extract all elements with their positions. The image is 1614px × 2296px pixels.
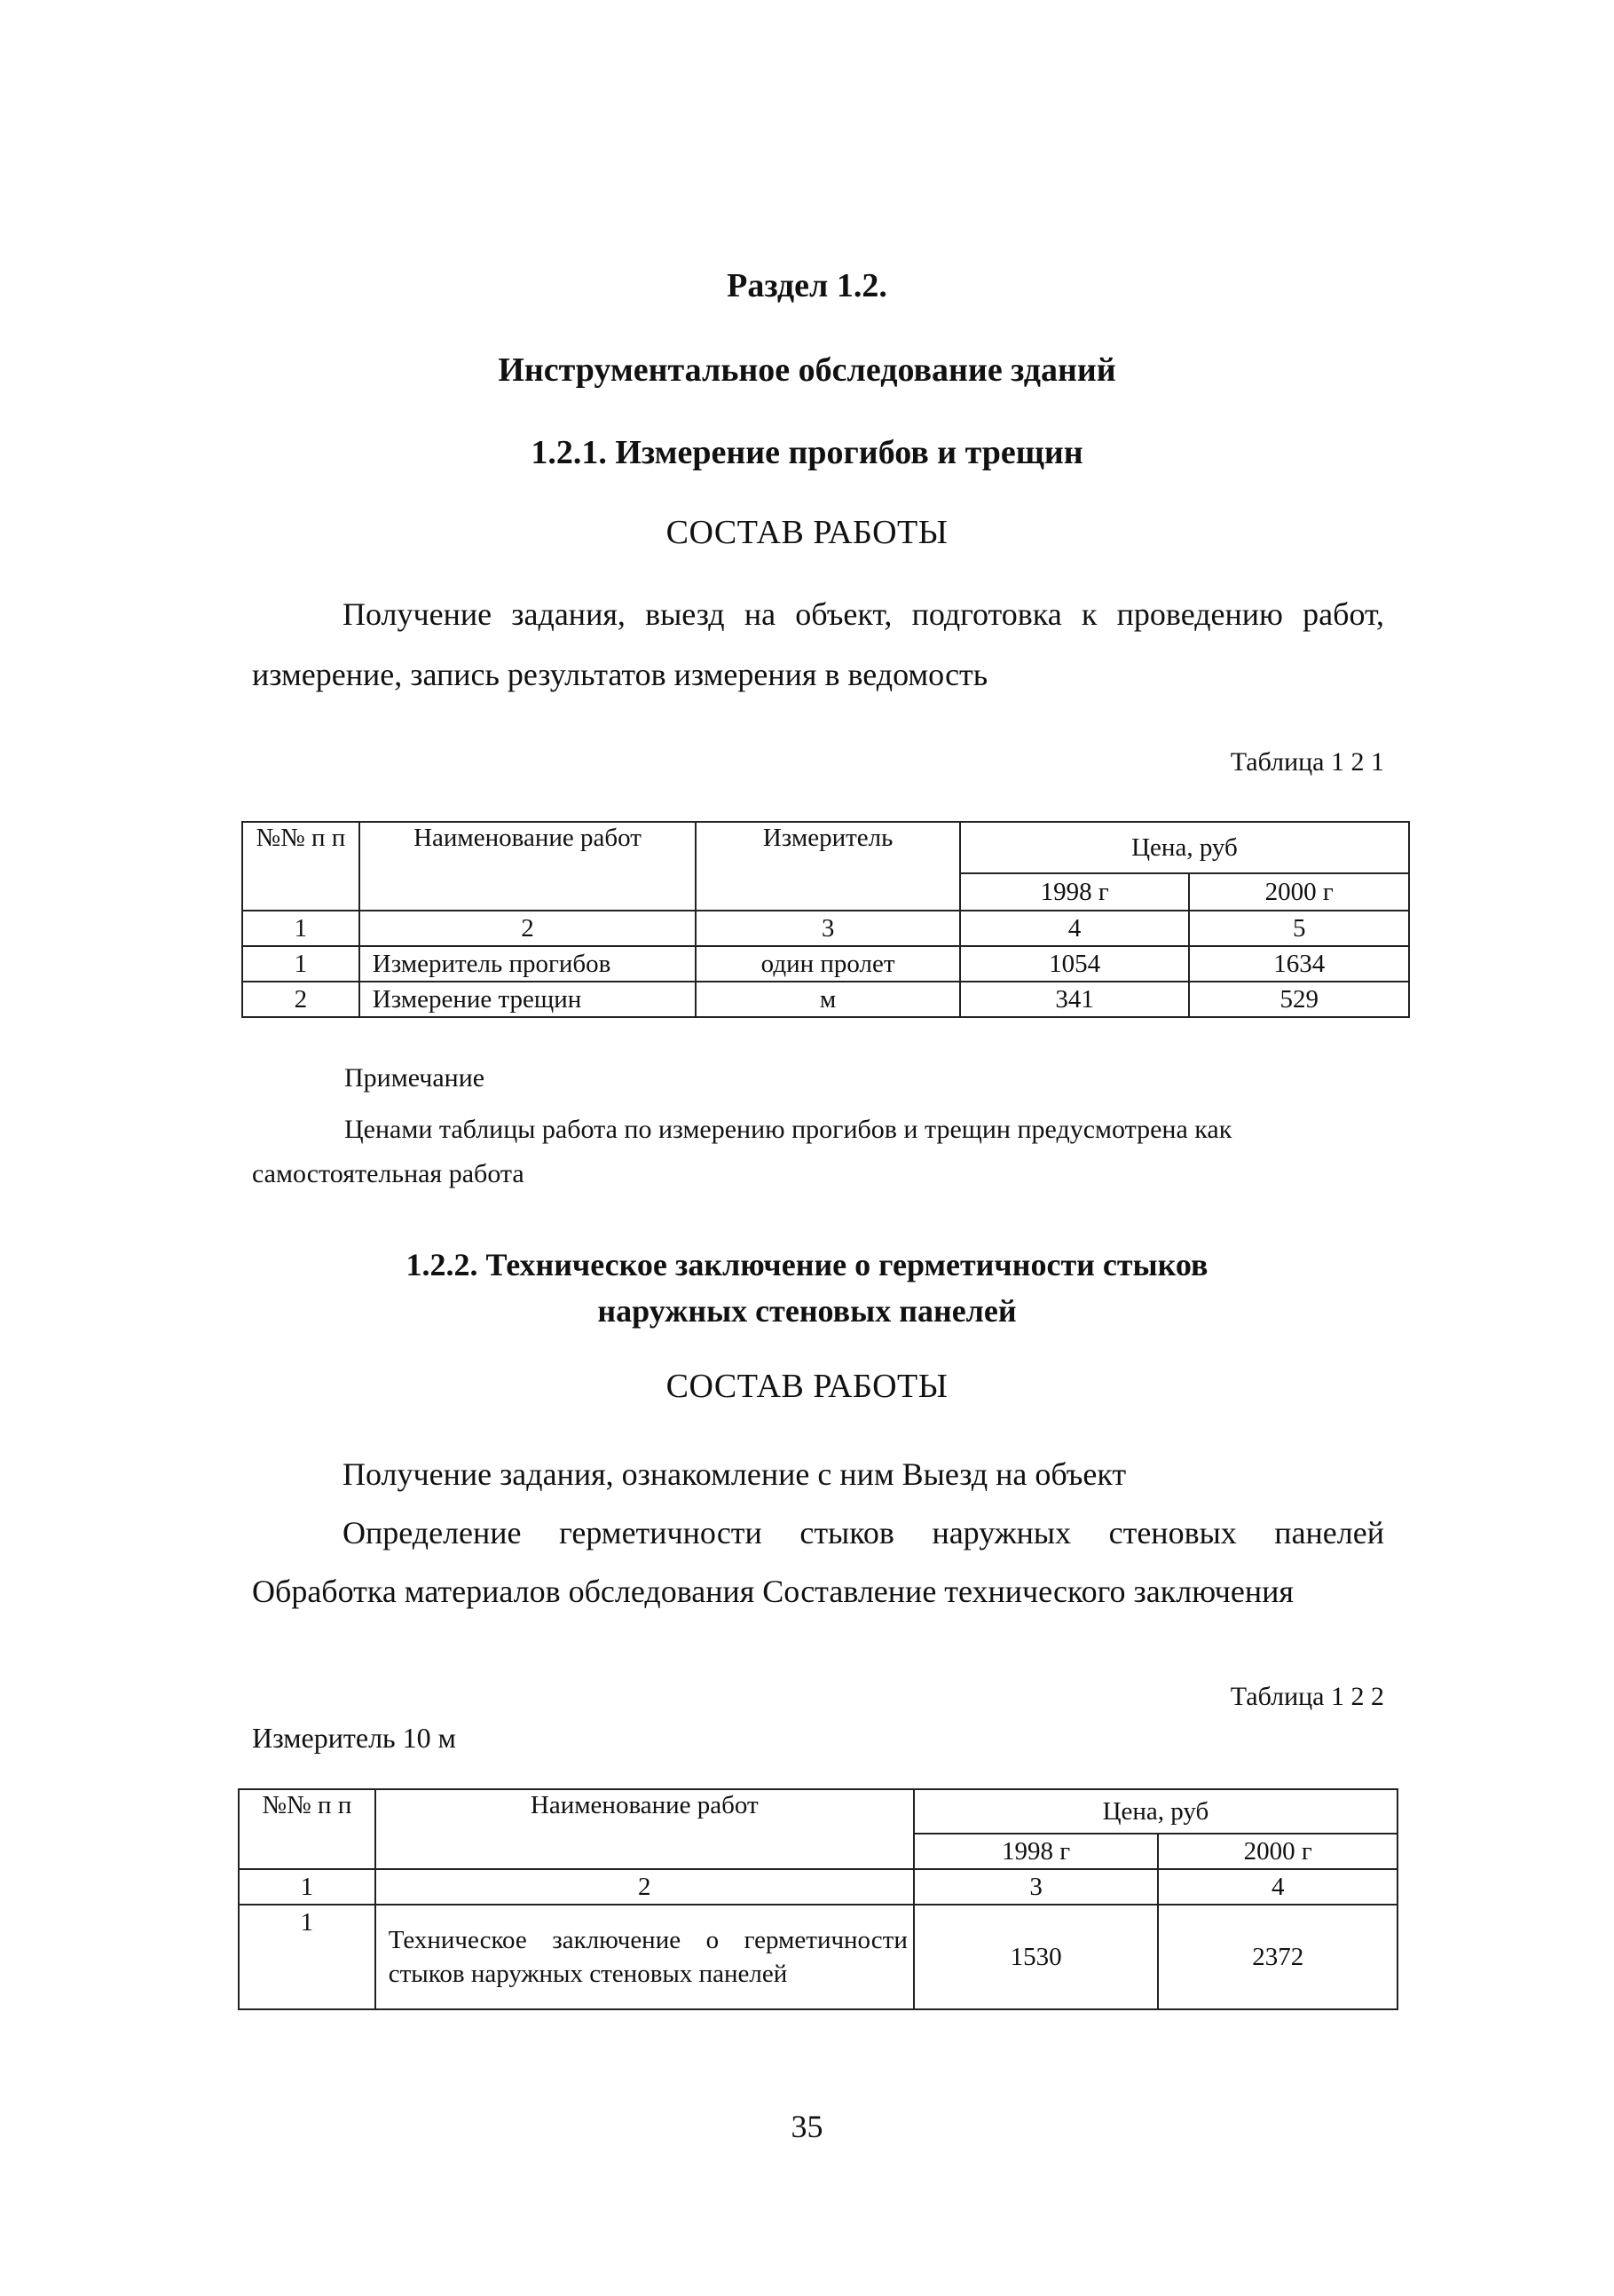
table-1-2-1 — [241, 821, 1410, 1018]
composition-line-2: Определение герметичности стыков наружных стеновых панелей Обработка материалов обследования Составление технического заключения — [252, 1515, 1384, 1609]
row-num: 2 — [242, 982, 359, 1017]
row-num: 1 — [239, 1905, 375, 2009]
row-price-1998: 1054 — [960, 946, 1190, 982]
composition-title-1: СОСТАВ РАБОТЫ — [665, 514, 949, 551]
row-meter: м — [696, 982, 960, 1017]
meter-label: Измеритель 10 м — [252, 1722, 456, 1754]
col-number: 1 — [239, 1869, 375, 1905]
header-1998: 1998 г — [914, 1834, 1159, 1869]
col-number: 2 — [359, 911, 697, 946]
header-name: Наименование работ — [359, 822, 697, 911]
row-name: Техническое заключение о герметичности стыков наружных стеновых панелей — [375, 1905, 914, 2009]
row-price-1998: 341 — [960, 982, 1190, 1017]
header-num: №№ п п — [239, 1789, 375, 1869]
table-caption-1: Таблица 1 2 1 — [1230, 747, 1384, 777]
table-row — [242, 982, 1409, 1017]
col-number: 5 — [1189, 911, 1409, 946]
section-subtitle: Инструментальное обследование зданий — [498, 351, 1116, 389]
col-number: 2 — [375, 1869, 914, 1905]
header-meter: Измеритель — [696, 822, 960, 911]
note-text: Ценами таблицы работа по измерению прогибов и трещин предусмотрена как самостоятельная работа — [252, 1115, 1232, 1188]
header-2000: 2000 г — [1189, 873, 1409, 911]
header-price: Цена, руб — [914, 1789, 1397, 1834]
subsection-2-heading-line1: 1.2.2. Техническое заключение о герметичности стыков — [405, 1247, 1209, 1282]
header-1998: 1998 г — [960, 873, 1190, 911]
col-number: 3 — [914, 1869, 1159, 1905]
page-number: 35 — [791, 2109, 823, 2144]
row-meter: один пролет — [696, 946, 960, 982]
table-1-2-2 — [238, 1788, 1398, 2010]
col-number: 1 — [242, 911, 359, 946]
col-number: 3 — [696, 911, 960, 946]
row-price-2000: 1634 — [1189, 946, 1409, 982]
row-num: 1 — [242, 946, 359, 982]
table-row — [239, 1905, 1397, 2009]
header-num: №№ п п — [242, 822, 359, 911]
row-price-2000: 2372 — [1158, 1905, 1397, 2009]
row-name: Измеритель прогибов — [359, 946, 697, 982]
subsection-1-heading: 1.2.1. Измерение прогибов и трещин — [531, 434, 1083, 471]
composition-line-1: Получение задания, ознакомление с ним Выезд на объект — [342, 1456, 1127, 1492]
header-name: Наименование работ — [375, 1789, 914, 1869]
row-price-2000: 529 — [1189, 982, 1409, 1017]
section-title: Раздел 1.2. — [727, 267, 887, 304]
table-caption-2: Таблица 1 2 2 — [1230, 1682, 1384, 1711]
row-name: Измерение трещин — [359, 982, 697, 1017]
note-title: Примечание — [344, 1063, 485, 1093]
header-2000: 2000 г — [1158, 1834, 1397, 1869]
col-number: 4 — [1158, 1869, 1397, 1905]
subsection-2-heading-line2: наружных стеновых панелей — [597, 1293, 1017, 1329]
composition-title-2: СОСТАВ РАБОТЫ — [665, 1368, 949, 1405]
row-price-1998: 1530 — [914, 1905, 1159, 2009]
composition-text-1: Получение задания, выезд на объект, подготовка к проведению работ, измерение, запись результатов измерения в ведомость — [252, 596, 1384, 692]
col-number: 4 — [960, 911, 1190, 946]
table-row — [242, 946, 1409, 982]
header-price: Цена, руб — [960, 822, 1409, 873]
